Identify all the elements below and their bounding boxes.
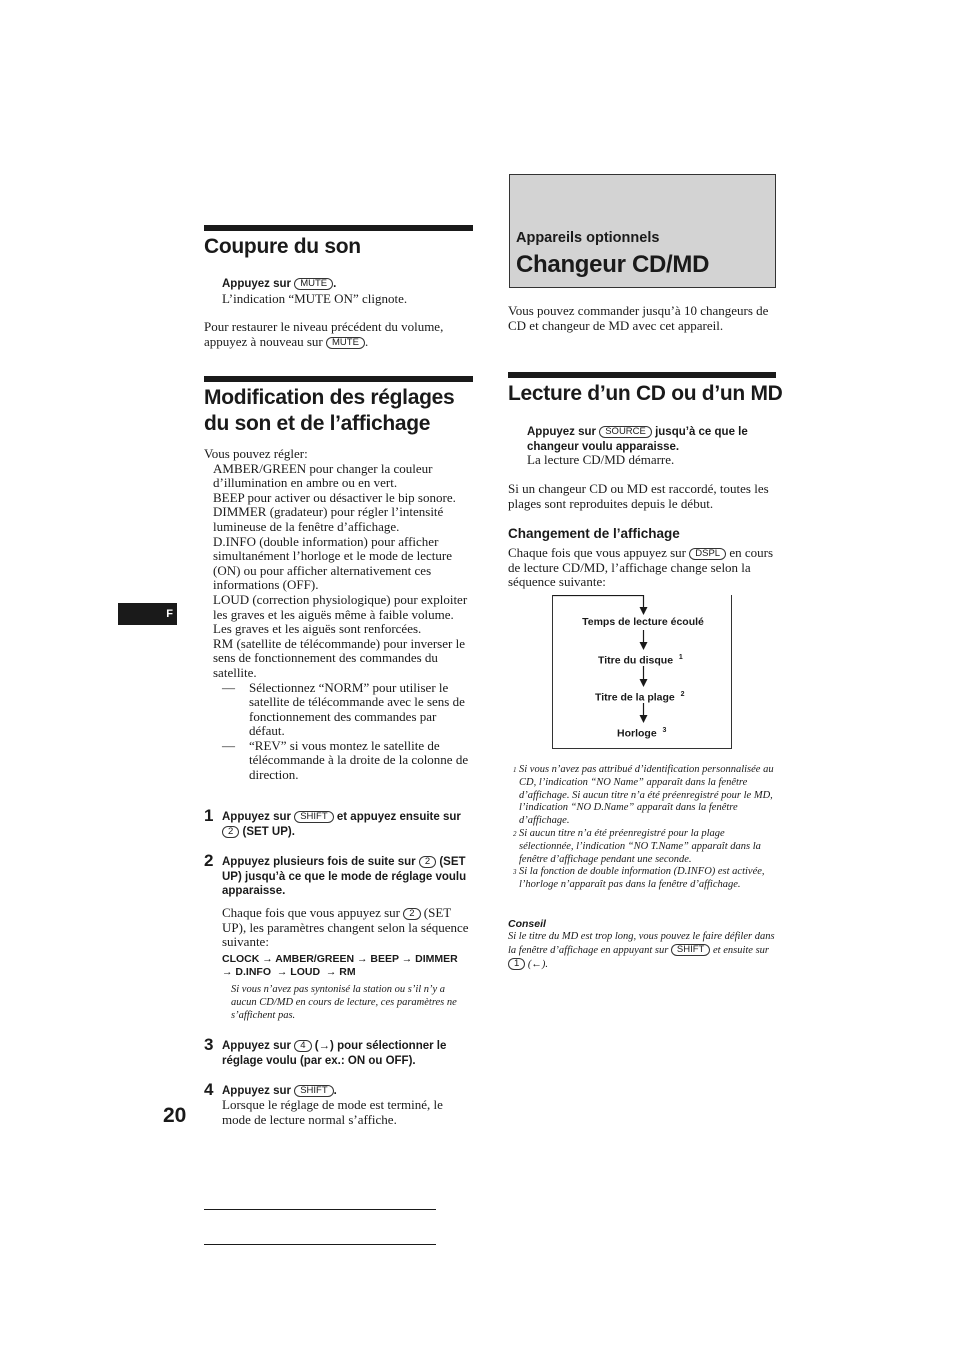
chapter-header	[509, 174, 776, 288]
shift-key: SHIFT	[294, 1085, 333, 1097]
sequence-step-track-title: Titre de la plage $^2$	[595, 691, 685, 704]
chapter-subtitle: Appareils optionnels	[516, 230, 660, 246]
mute-step: Appuyez sur MUTE . L’indication “MUTE ON” clignote.	[222, 277, 472, 306]
mute-note: Pour restaurer le niveau précédent du volume, appuyez à nouveau sur MUTE .	[204, 319, 444, 349]
step-4: Appuyez sur SHIFT .	[222, 1085, 337, 1097]
list-item: DIMMER (gradateur) pour régler l’intensité lumineuse de la fenêtre d’affichage.	[213, 504, 444, 534]
settings-list: Vous pouvez régler: AMBER/GREEN pour changer la couleur d’illumination en ambre ou en vert. BEEP pour activer ou désactiver le bip sonore. DIMMER (gradateur) pour régler l’intensité lumineuse de la fenêtre d’affichage. D.INFO (double information) pour afficher simultanément l’horloge et le mode de lecture (ON) ou pour afficher alternativement ces informations (OFF). LOUD (correction physiologique) pour exploiter les graves et les aiguës même à faible volume. Les graves et les aiguës sont renforcées. RM (satellite de télécommande) pour inverser le sens de fonctionnement des commandes du satellite. — Sélectionnez “NORM” pour utiliser le satellite de télécommande avec le sens de fonctionnement des commandes par défaut. — “REV” si vous montez le satellite de télécommande à la droite de la colonne de direction.	[204, 447, 474, 783]
sequence-step-disc-title: Titre du disque $^1$	[598, 654, 683, 667]
section-title-mute: Coupure du son	[204, 235, 361, 258]
section-title-settings: Modification des réglages du son et de l’affichage	[204, 386, 455, 435]
step-number: 4	[204, 1080, 214, 1099]
subsection-title-display: Changement de l’affichage	[508, 526, 680, 541]
sequence-step-clock: Horloge $^3$	[617, 727, 667, 740]
divider	[204, 1209, 436, 1210]
step-2: Appuyez plusieurs fois de suite sur 2 (SET UP) jusqu’à ce que le mode de réglage voulu apparaisse.	[222, 856, 467, 898]
section-rule	[204, 225, 473, 231]
key-2: 2	[419, 856, 436, 868]
list-subitem: — Sélectionnez “NORM” pour utiliser le satellite de télécommande avec le sens de fonctionnement des commandes par défaut.	[222, 679, 465, 739]
shift-key: SHIFT	[671, 944, 710, 956]
mute-key: MUTE	[294, 278, 333, 290]
footnotes	[513, 764, 779, 892]
section-rule	[204, 376, 473, 382]
footnote: 1 Si vous n’avez pas attribué d’identification personnalisée au CD, l’indication “NO Name” apparaît dans la fenêtre d’affichage. Si aucun titre n’a été préenregistré pour le MD, l’indication “NO D.Name” apparaît dans la fenêtre d’affichage.	[513, 764, 774, 827]
settings-sequence: CLOCK → AMBER/GREEN → BEEP → DIMMER → D.INFO → LOUD → RM	[222, 953, 458, 978]
list-subitem: — “REV” si vous montez le satellite de télécommande à la droite de la colonne de direction.	[222, 737, 469, 783]
step-2-note: Si vous n’avez pas syntonisé la station ou s’il n’y a aucun CD/MD en cours de lecture, ces paramètres ne s’affichent pas.	[231, 984, 457, 1021]
key-2: 2	[222, 826, 239, 838]
mute-key: MUTE	[326, 337, 365, 349]
step-number: 1	[204, 806, 214, 825]
list-item: RM (satellite de télécommande) pour inverser le sens de fonctionnement des commandes du satellite.	[213, 635, 465, 680]
section-rule	[508, 372, 776, 378]
footnote: 3 Si la fonction de double information (D.INFO) est activée, l’horloge n’apparaît pas dans la fenêtre d’affichage.	[513, 866, 765, 891]
language-tab: F	[118, 603, 177, 625]
tip-title: Conseil	[508, 918, 546, 930]
section-title-play: Lecture d’un CD ou d’un MD	[508, 382, 783, 405]
sequence-step-elapsed: Temps de lecture écoulé	[582, 616, 704, 628]
list-item: LOUD (correction physiologique) pour exploiter les graves et les aiguës même à faible volume. Les graves et les aiguës sont renforcées.	[213, 591, 468, 637]
key-2: 2	[403, 908, 420, 920]
footnote: 2 Si aucun titre n’a été préenregistré pour la plage sélectionnée, l’indication “NO T.Name” apparaît dans la fenêtre d’affichage pendant une seconde.	[513, 827, 761, 865]
step-number: 2	[204, 851, 214, 870]
step-3: Appuyez sur 4 (→) pour sélectionner le réglage voulu (par ex.: ON ou OFF).	[222, 1040, 447, 1067]
mute-result: L’indication “MUTE ON” clignote.	[222, 290, 408, 306]
list-item: AMBER/GREEN pour changer la couleur d’illumination en ambre ou en vert.	[213, 460, 433, 491]
dspl-key: DSPL	[689, 548, 726, 560]
play-note: Si un changeur CD ou MD est raccordé, toutes les plages sont reproduites depuis le début.	[508, 481, 769, 511]
shift-key: SHIFT	[294, 811, 333, 823]
step-1: Appuyez sur SHIFT et appuyez ensuite sur 2 (SET UP).	[222, 811, 461, 838]
play-step: Appuyez sur SOURCE jusqu’à ce que le changeur voulu apparaisse.	[527, 426, 748, 453]
list-item: BEEP pour activer ou désactiver le bip sonore.	[213, 489, 456, 505]
display-body: Chaque fois que vous appuyez sur DSPL en cours de lecture CD/MD, l’affichage change selon la séquence suivante:	[508, 545, 774, 590]
divider	[204, 1244, 436, 1245]
tip-body: Si le titre du MD est trop long, vous pouvez le faire défiler dans la fenêtre d’affichage en appuyant sur SHIFT et ensuite sur 1 (←).	[508, 931, 775, 970]
display-sequence-diagram	[552, 595, 732, 749]
step-4-body: Lorsque le réglage de mode est terminé, le mode de lecture normal s’affiche.	[222, 1097, 443, 1127]
key-1: 1	[508, 958, 525, 970]
source-key: SOURCE	[599, 426, 652, 438]
step-2-body: Chaque fois que vous appuyez sur 2 (SET UP), les paramètres changent selon la séquence suivante:	[222, 905, 469, 950]
step-number: 3	[204, 1035, 214, 1054]
chapter-title: Changeur CD/MD	[516, 251, 710, 278]
list-item: D.INFO (double information) pour afficher simultanément l’horloge et le mode de lecture (ON) ou pour afficher alternativement ces informations (OFF).	[213, 533, 452, 593]
page-number: 20	[163, 1104, 187, 1127]
changer-intro: Vous pouvez commander jusqu’à 10 changeurs de CD et changeur de MD avec cet appareil.	[508, 303, 769, 333]
play-result: La lecture CD/MD démarre.	[527, 452, 675, 467]
key-4: 4	[294, 1040, 311, 1052]
